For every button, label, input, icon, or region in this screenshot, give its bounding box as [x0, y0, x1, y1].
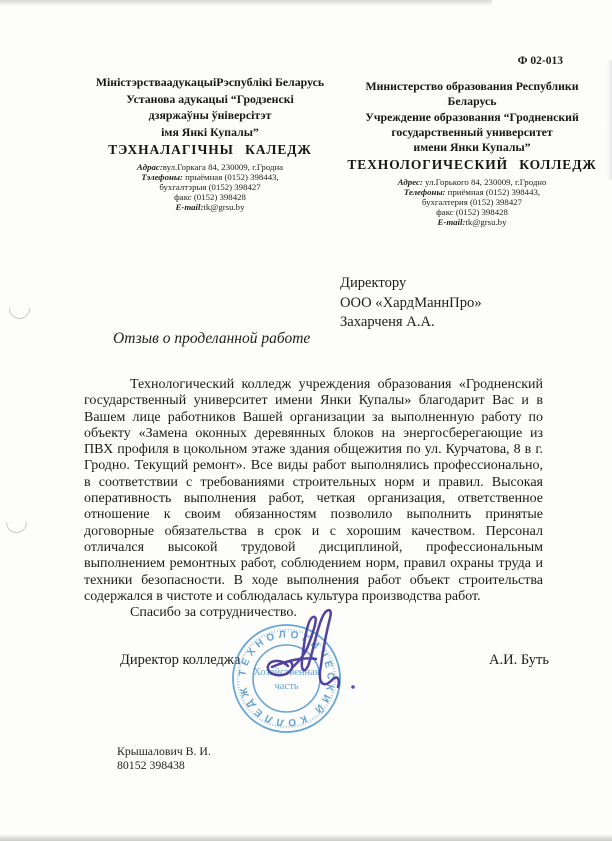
stamp-center-line2: часть	[274, 681, 299, 692]
ministry-line: МіністэрстваадукацыіРэспублікі Беларусь	[95, 75, 325, 89]
addressee-block	[340, 274, 482, 333]
contacts-ru	[340, 177, 604, 227]
signature-dot	[351, 685, 355, 689]
closing-line: Спасибо за сотрудничество.	[130, 605, 297, 621]
signature-ink	[258, 596, 378, 706]
institution-line: государственный университет	[391, 124, 553, 139]
phone-line: Телефоны: приёмная (0152) 398443,	[403, 187, 541, 198]
body-paragraph: Технологический колледж учреждения образования «Гродненский государственный университет имени Янки Купалы» благодарит Вас и в Вашем лице работников Вашей организации за выполненную работу по объекту «Замена оконных деревянных блоков на энергосберегающие из ПВХ профиля в цокольном этаже здания общежития по ул. Курчатова, 8 в г. Гродно. Текущий ремонт». Все виды работ выполнялись профессионально, в соответствии с требованиями строительных норм и правил. Высокая оперативность выполнения работ, четкая организация, ответственное отношение к своим обязанностям позволило выполнить принятые договорные обязательства в срок и с хорошим качеством. Персонал отличался высокой трудовой дисциплиной, профессиональным выполнением ремонтных работ, соблюдением норм, правил охраны труда и техники безопасности. В ходе выполнения работ объект строительства содержался в чистоте и соблюдалась культура производства работ.	[84, 377, 543, 604]
scan-edge-top	[0, 0, 492, 6]
institution-line: Учреждение образования “Гродненский	[365, 109, 579, 124]
letter-subject: Отзыв о проделанной работе	[113, 330, 311, 347]
letterhead-russian	[340, 79, 604, 227]
ministry-line: Министерство образования Республики	[365, 79, 579, 93]
phone-line: бухгалтэрыя (0152) 398427	[159, 182, 261, 192]
phone-line: Тэлефоны: прыёмная (0152) 398443,	[141, 172, 279, 182]
signature-loops	[292, 610, 339, 687]
college-name-ru: ТЕХНОЛОГИЧЕСКИЙ КОЛЛЕДЖ	[347, 157, 597, 173]
address-line: Адрес: ул.Горького 84, 230009, г.Гродно	[397, 177, 547, 188]
addressee-company: ООО «ХардМаннПро»	[340, 294, 482, 311]
stamp-center-line1: Хозяйственная	[253, 667, 320, 678]
executor-block	[117, 744, 211, 772]
form-code: Ф 02-013	[517, 55, 563, 67]
institution-line: имени Янки Купалы”	[413, 140, 531, 155]
scan-edge-bottom	[0, 834, 612, 841]
stamp-ring-text: ТЕХНОЛОГИЧЕСКИЙ КОЛЛЕДЖ	[237, 629, 336, 728]
executor-name: Крышалович В. И.	[117, 744, 211, 758]
letter-body	[84, 377, 543, 621]
signer-position: Директор колледжа	[120, 652, 241, 668]
executor-phone: 80152 398438	[117, 758, 185, 772]
punch-hole-top	[9, 308, 30, 319]
signer-name: А.И. Буть	[489, 652, 549, 668]
fax-line: факс (0152) 398428	[436, 207, 508, 218]
addressee-title: Директору	[340, 275, 407, 291]
email-line: E-mail:tk@grsu.by	[175, 202, 245, 212]
fax-line: факс (0152) 398428	[174, 192, 246, 202]
college-name-by: ТЭХНАЛАГІЧНЫ КАЛЕДЖ	[108, 142, 312, 157]
institution-line: дзяржаўны ўніверсітэт	[148, 108, 272, 122]
address-line: Адрас:вул.Горкага 84, 230009, г.Гродна	[136, 162, 284, 172]
phone-line: бухгалтерия (0152) 398427	[421, 197, 523, 208]
email-line: E-mail:tk@grsu.by	[437, 217, 507, 228]
institution-line: імя Янкі Купалы”	[161, 124, 259, 139]
punch-hole-bottom	[6, 522, 27, 533]
ministry-line: Беларусь	[447, 94, 497, 109]
addressee-person: Захарченя А.А.	[340, 314, 435, 331]
institution-line: Установа адукацыі “Гродзенскі	[126, 91, 294, 106]
letterhead-belarusian	[82, 74, 338, 212]
scan-edge-right	[607, 60, 612, 180]
contacts-by	[82, 162, 338, 212]
